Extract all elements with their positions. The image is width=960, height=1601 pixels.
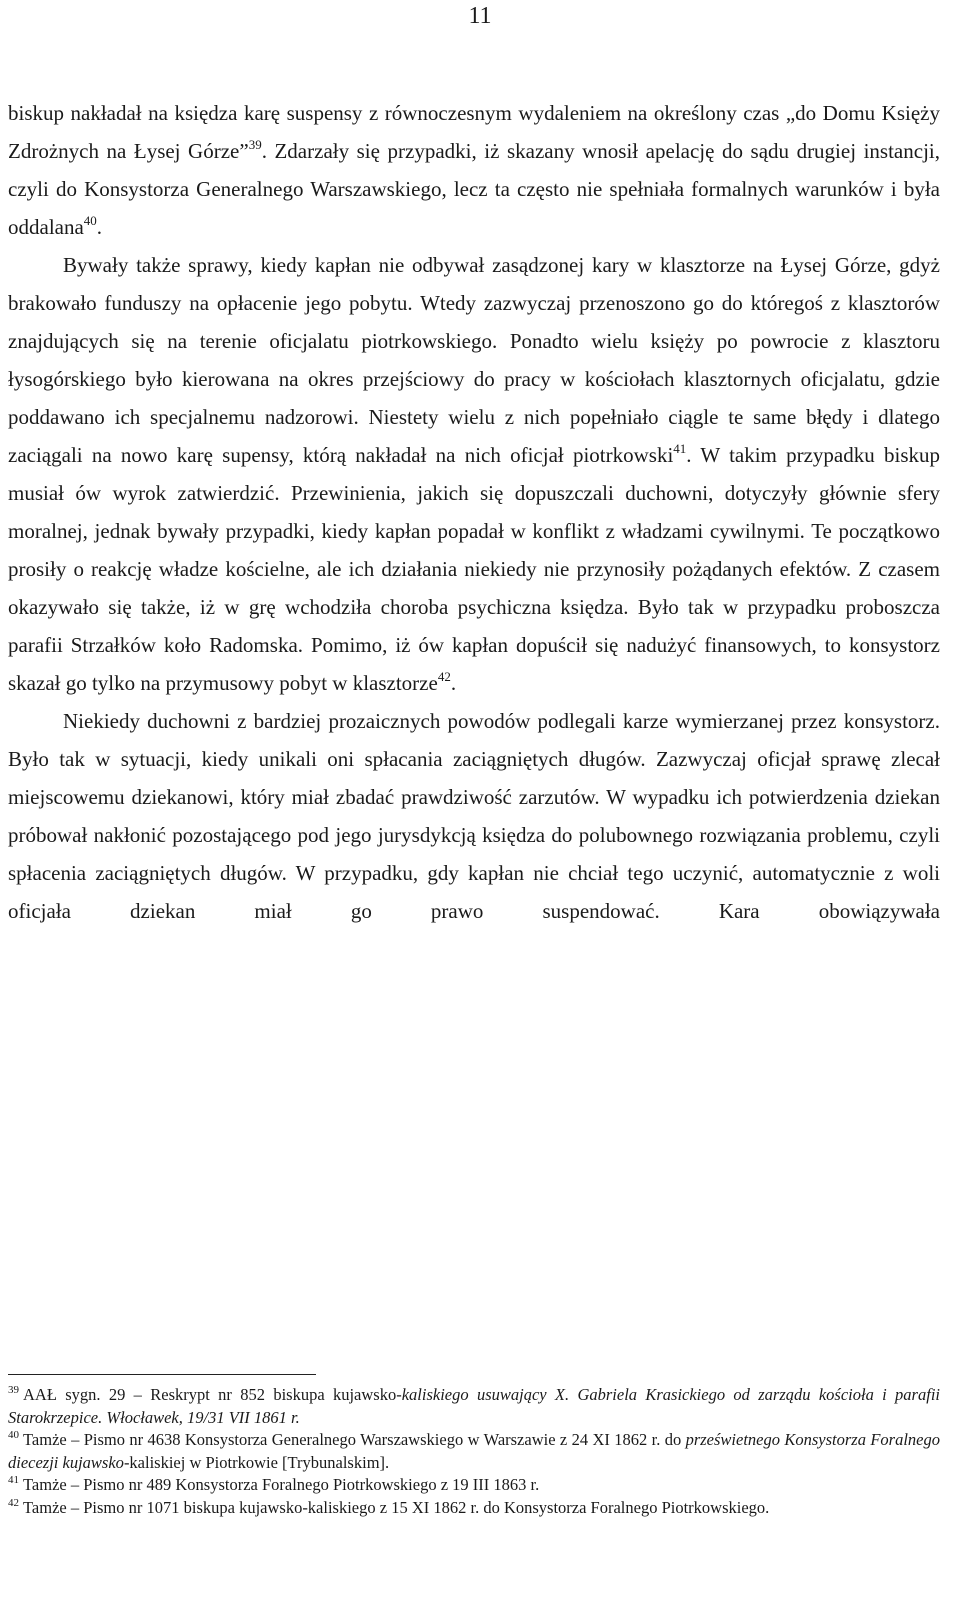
- footnote-text: AAŁ sygn. 29 – Reskrypt nr 852 biskupa kujawsko-: [23, 1385, 402, 1404]
- footnote: [8, 1497, 940, 1520]
- text-run: . Zdarzały się przypadki, iż skazany wnosił apelację do sądu drugiej instancji, czyli do Konsystorza Generalnego Warszawskiego, lecz ta często nie spełniała formalnych warunków i była oddalana: [8, 139, 940, 239]
- footnote-ref: 42: [437, 669, 451, 684]
- paragraph: [8, 94, 940, 246]
- text-run: .: [96, 215, 103, 239]
- footnote: [8, 1474, 940, 1497]
- text-run: biskup nakładał na księdza karę suspensy z równoczesnym wydaleniem na określony czas „do Domu Księży Zdrożnych na Łysej Górze”: [8, 101, 940, 163]
- text-run: Niekiedy duchowni z bardziej prozaicznych powodów podlegali karze wymierzanej przez konsystorz. Było tak w sytuacji, kiedy unikali oni spłacania zaciągniętych długów. Zazwyczaj oficjał sprawę zlecał miejscowemu dziekanowi, który miał zbadać prawdziwość zarzutów. W wypadku ich potwierdzenia dziekan próbował nakłonić pozostającego pod jego jurysdykcją księdza do polubownego rozwiązania problemu, czyli spłacenia zaciągniętych długów. W przypadku, gdy kapłan nie chciał tego uczynić, automatycznie z woli oficjała dziekan miał go prawo suspendować. Kara obowiązywała: [8, 709, 940, 923]
- footnote: [8, 1429, 940, 1474]
- footnotes: [8, 1384, 940, 1519]
- paragraph: [8, 246, 940, 702]
- footnote-text: Tamże – Pismo nr 1071 biskupa kujawsko-kaliskiego z 15 XI 1862 r. do Konsystorza Foralnego Piotrkowskiego.: [23, 1497, 770, 1517]
- footnote-italic-text: prześwietnego Konsystorza Foralnego diecezji kujawsko: [8, 1430, 941, 1472]
- text-run: Bywały także sprawy, kiedy kapłan nie odbywał zasądzonej kary w klasztorze na Łysej Górze, gdyż brakowało funduszy na opłacenie jego pobytu. Wtedy zazwyczaj przenoszono go do któregoś z klasztorów znajdujących się na terenie oficjalatu piotrkowskiego. Ponadto wielu księży po powrocie z klasztoru łysogórskiego było kierowana na okres przejściowy do pracy w kościołach klasztornych oficjalatu, gdzie poddawano ich specjalnemu nadzorowi. Niestety wielu z nich popełniało ciągle te same błędy i dlatego zaciągali na nowo karę supensy, którą nakładał na nich oficjał piotrkowski: [8, 253, 940, 467]
- paragraph: [8, 702, 940, 930]
- footnote-text: Tamże – Pismo nr 4638 Konsystorza Generalnego Warszawskiego w Warszawie z 24 XI 1862 r. do: [23, 1430, 686, 1449]
- footnote-text: -kaliskiej w Piotrkowie [Trybunalskim].: [123, 1452, 390, 1472]
- footnote-text: Tamże – Pismo nr 489 Konsystorza Foralnego Piotrkowskiego z 19 III 1863 r.: [23, 1475, 540, 1494]
- footnote-number: 40: [8, 1429, 19, 1441]
- footnote-ref: 40: [83, 213, 97, 228]
- footnote-italic-text: kaliskiego usuwający X. Gabriela Krasickiego od zarządu kościoła i parafii Starokrzepice. Włocławek, 19/31 VII 1861 r.: [8, 1385, 940, 1427]
- footnote-number: 39: [8, 1384, 19, 1396]
- footnote-ref: 41: [673, 441, 687, 456]
- body-text: [8, 94, 940, 930]
- page-number: 11: [468, 3, 492, 29]
- footnote-separator: [8, 1374, 316, 1375]
- text-run: . W takim przypadku biskup musiał ów wyrok zatwierdzić. Przewinienia, jakich się dopuszczali duchowni, dotyczyły głównie sfery moralnej, jednak bywały przypadki, kiedy kapłan popadał w konflikt z władzami cywilnymi. Te początkowo prosiły o reakcję władze kościelne, ale ich działania niekiedy nie przynosiły pożądanych efektów. Z czasem okazywało się także, iż w grę wchodziła choroba psychiczna księdza. Było tak w przypadku proboszcza parafii Strzałków koło Radomska. Pomimo, iż ów kapłan dopuścił się nadużyć finansowych, to konsystorz skazał go tylko na przymusowy pobyt w klasztorze: [8, 443, 940, 695]
- footnote-number: 42: [8, 1496, 19, 1509]
- footnote: [8, 1384, 940, 1429]
- text-run: .: [450, 671, 457, 695]
- footnote-ref: 39: [248, 137, 262, 152]
- footnote-number: 41: [8, 1474, 19, 1486]
